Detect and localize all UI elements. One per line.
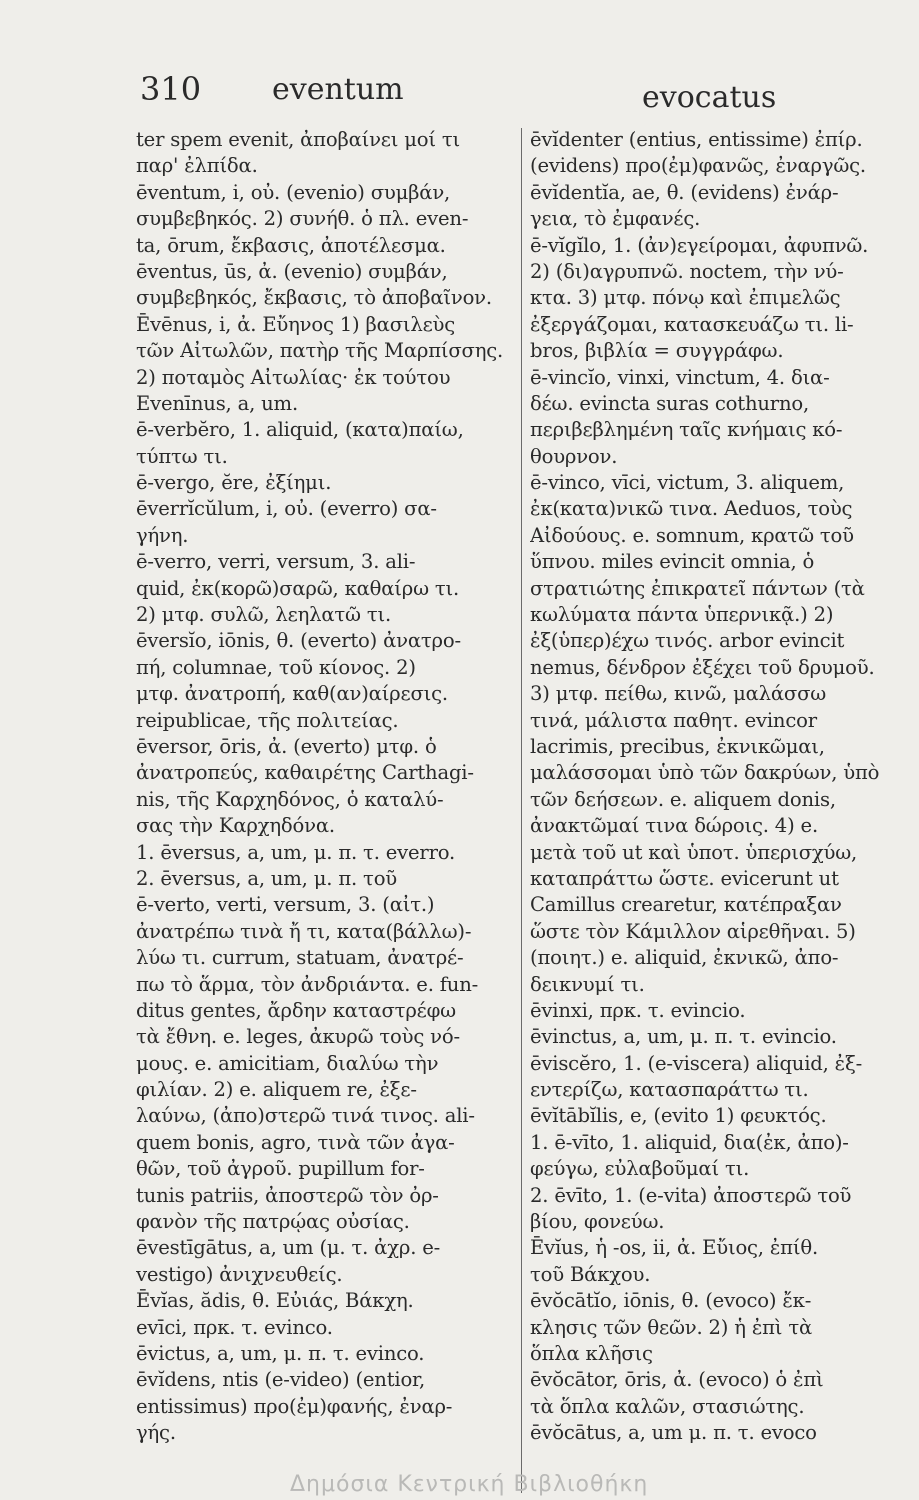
entry-line: μτφ. ἀνατροπή, καθ(αν)αίρεσις.: [136, 682, 448, 706]
entry-line: 2. ēversus, a, um, μ. π. τοῦ: [136, 866, 398, 890]
entry-line: γήνη.: [136, 523, 189, 547]
entry-line: nis, τῆς Καρχηδόνος, ὁ καταλύ-: [136, 787, 444, 811]
entry-line: τὰ ὅπλα καλῶν, στασιώτης.: [530, 1394, 805, 1418]
entry-line: 2. ēvīto, 1. (e-vita) ἀποστερῶ τοῦ: [530, 1183, 852, 1207]
entry-line: πή, columnae, τοῦ κίονος. 2): [136, 655, 416, 679]
entry-line: θῶν, τοῦ ἀγροῦ. pupillum for-: [136, 1157, 425, 1181]
entry-line: ēvĭdentĭa, ae, θ. (evidens) ἐνάρ-: [530, 180, 839, 204]
entry-line: θουρνον.: [530, 444, 618, 468]
entry-line: quid, ἐκ(κορῶ)σαρῶ, καθαίρω τι.: [136, 576, 460, 600]
entry-line: φιλίαν. 2) e. aliquem re, ἐξε-: [136, 1078, 417, 1102]
entry-line: ēventus, ūs, ἀ. (evenio) συμβάν,: [136, 259, 448, 283]
entry-line: γεια, τὸ ἐμφανές.: [530, 207, 701, 231]
entry-line: (evidens) προ(ἐμ)φανῶς, ἐναργῶς.: [530, 154, 866, 178]
entry-line: λαύνω, (ἀπο)στερῶ τινά τινος. ali-: [136, 1104, 475, 1128]
right-column: [530, 127, 900, 1447]
entry-line: ēvestīgātus, a, um (μ. τ. ἀχρ. e-: [136, 1236, 441, 1260]
entry-line: ēvinctus, a, um, μ. π. τ. evincio.: [530, 1025, 837, 1049]
entry-line: ē-verbĕro, 1. aliquid, (κατα)παίω,: [136, 418, 464, 442]
entry-line: entissimus) προ(ἐμ)φανής, ἐναρ-: [136, 1394, 453, 1418]
entry-line: κτα. 3) μτφ. πόνῳ καὶ ἐπιμελῶς: [530, 286, 841, 310]
entry-line: στρατιώτης ἐπικρατεῖ πάντων (τὰ: [530, 576, 865, 600]
entry-line: ēverrĭcŭlum, i, οὐ. (everro) σα-: [136, 497, 437, 521]
entry-line: μαλάσσομαι ὑπὸ τῶν δακρύων, ὑπὸ: [530, 761, 880, 785]
entry-line: Ēvĭus, ἡ -os, ii, ἀ. Εὔιος, ἐπίθ.: [530, 1236, 818, 1260]
entry-line: βίου, φονεύω.: [530, 1210, 665, 1234]
entry-line: παρ' ἐλπίδα.: [136, 154, 258, 178]
entry-line: Αἰδούους. e. somnum, κρατῶ τοῦ: [530, 523, 854, 547]
entry-line: ēvĭdenter (entius, entissime) ἐπίρ.: [530, 128, 863, 151]
entry-line: ter spem evenit, ἀποβαίνει μοί τι: [136, 128, 461, 151]
entry-line: reipublicae, τῆς πολιτείας.: [136, 708, 399, 732]
entry-line: ὅπλα κλῆσις: [530, 1341, 653, 1365]
left-running-headword: eventum: [272, 72, 404, 107]
entry-line: τὰ ἔθνη. e. leges, ἀκυρῶ τοὺς νό-: [136, 1025, 460, 1049]
entry-line: τινά, μάλιστα παθητ. evincor: [530, 708, 817, 732]
entry-line: εντερίζω, κατασπαράττω τι.: [530, 1078, 809, 1102]
entry-line: τῶν Αἰτωλῶν, πατὴρ τῆς Μαρπίσσης.: [136, 339, 504, 363]
entry-line: τοῦ Βάκχου.: [530, 1262, 651, 1286]
left-column: [136, 127, 506, 1447]
entry-line: ēvĭdens, ntis (e-video) (entior,: [136, 1368, 426, 1392]
entry-line: ēvŏcātus, a, um μ. π. τ. evoco: [530, 1421, 817, 1445]
entry-line: ἀνακτῶμαί τινα δώροις. 4) e.: [530, 814, 818, 838]
entry-line: 2) μτφ. συλῶ, λεηλατῶ τι.: [136, 603, 391, 627]
entry-line: 2) ποταμὸς Αἰτωλίας· ἐκ τούτου: [136, 365, 451, 389]
entry-line: ē-verro, verri, versum, 3. ali-: [136, 550, 416, 574]
entry-line: quem bonis, agro, τινὰ τῶν ἀγα-: [136, 1130, 455, 1154]
entry-line: λύω τι. currum, statuam, ἀνατρέ-: [136, 946, 464, 970]
entry-line: ditus gentes, ἄρδην καταστρέφω: [136, 998, 456, 1022]
entry-line: ēviscĕro, 1. (e-viscera) aliquid, ἐξ-: [530, 1051, 863, 1075]
entry-line: ta, ōrum, ἔκβασις, ἀποτέλεσμα.: [136, 233, 446, 257]
entry-line: σας τὴν Καρχηδόνα.: [136, 814, 335, 838]
entry-line: ēvŏcātĭo, iōnis, θ. (evoco) ἔκ-: [530, 1289, 812, 1313]
entry-line: φανὸν τῆς πατρῴας οὐσίας.: [136, 1210, 410, 1234]
library-watermark: Δημόσια Κεντρική Βιβλιοθήκη: [290, 1472, 649, 1497]
entry-line: γής.: [136, 1421, 176, 1445]
entry-line: ē-vĭgĭlo, 1. (ἀν)εγείρομαι, ἀφυπνῶ.: [530, 233, 869, 257]
entry-line: Camillus crearetur, κατέπραξαν: [530, 893, 842, 917]
entry-line: ēversor, ōris, ἀ. (everto) μτφ. ὁ: [136, 734, 437, 758]
entry-line: δέω. evincta suras cothurno,: [530, 391, 809, 415]
entry-line: κωλύματα πάντα ὑπερνικᾷ.) 2): [530, 603, 834, 627]
entry-line: μετὰ τοῦ ut καὶ ὑποτ. ὑπερισχύω,: [530, 840, 858, 864]
entry-line: 1. ē-vīto, 1. aliquid, δια(ἐκ, ἀπο)-: [530, 1130, 849, 1154]
page-number: 310: [140, 70, 202, 108]
entry-line: ē-vincĭo, vinxi, vinctum, 4. δια-: [530, 365, 830, 389]
entry-line: ē-verto, verti, versum, 3. (αἰτ.): [136, 893, 435, 917]
entry-line: (ποιητ.) e. aliquid, ἐκνικῶ, ἀπο-: [530, 946, 839, 970]
entry-line: ēventum, i, οὐ. (evenio) συμβάν,: [136, 180, 451, 204]
entry-line: ἐξ(ὑπερ)έχω τινός. arbor evincit: [530, 629, 845, 653]
entry-line: evīci, πρκ. τ. evinco.: [136, 1315, 333, 1339]
entry-line: ὕπνου. miles evincit omnia, ὁ: [530, 550, 815, 574]
entry-line: πω τὸ ἅρμα, τὸν ἀνδριάντα. e. fun-: [136, 972, 479, 996]
column-divider: [521, 128, 522, 1493]
entry-line: ē-vergo, ĕre, ἐξίημι.: [136, 471, 332, 495]
entry-line: ēvĭtābĭlis, e, (evito 1) φευκτός.: [530, 1104, 827, 1128]
entry-line: 1. ēversus, a, um, μ. π. τ. everro.: [136, 840, 456, 864]
entry-line: 3) μτφ. πείθω, κινῶ, μαλάσσω: [530, 682, 827, 706]
entry-line: ēversĭo, iōnis, θ. (everto) ἀνατρο-: [136, 629, 461, 653]
entry-line: Ēvēnus, i, ἀ. Εὔηνος 1) βασιλεὺς: [136, 312, 456, 336]
entry-line: τύπτω τι.: [136, 444, 228, 468]
entry-line: συμβεβηκός. 2) συνήθ. ὁ πλ. even-: [136, 207, 469, 231]
entry-line: lacrimis, precibus, ἐκνικῶμαι,: [530, 734, 825, 758]
entry-line: ēvictus, a, um, μ. π. τ. evinco.: [136, 1341, 425, 1365]
entry-line: φεύγω, εὐλαβοῦμαί τι.: [530, 1157, 750, 1181]
page-header: [0, 70, 919, 120]
entry-line: ἐκ(κατα)νικῶ τινα. Aeduos, τοὺς: [530, 497, 853, 521]
entry-line: ē-vinco, vīci, victum, 3. aliquem,: [530, 471, 845, 495]
entry-line: δεικνυμί τι.: [530, 972, 645, 996]
right-running-headword: evocatus: [642, 80, 777, 115]
entry-line: ἀνατροπεύς, καθαιρέτης Carthagi-: [136, 761, 474, 785]
entry-line: ēvinxi, πρκ. τ. evincio.: [530, 998, 746, 1022]
entry-line: 2) (δι)αγρυπνῶ. noctem, τὴν νύ-: [530, 259, 844, 283]
entry-line: ἀνατρέπω τινὰ ἤ τι, κατα(βάλλω)-: [136, 919, 472, 943]
entry-line: τῶν δεήσεων. e. aliquem donis,: [530, 787, 836, 811]
entry-line: καταπράττω ὥστε. evicerunt ut: [530, 866, 839, 890]
entry-line: Evenīnus, a, um.: [136, 391, 298, 415]
entry-line: περιβεβλημένη ταῖς κνήμαις κό-: [530, 418, 843, 442]
entry-line: nemus, δένδρον ἐξέχει τοῦ δρυμοῦ.: [530, 655, 875, 679]
entry-line: μους. e. amicitiam, διαλύω τὴν: [136, 1051, 439, 1075]
entry-line: ὥστε τὸν Κάμιλλον αἱρεθῆναι. 5): [530, 919, 856, 943]
entry-line: vestigo) ἀνιχνευθείς.: [136, 1262, 343, 1286]
entry-line: συμβεβηκός, ἔκβασις, τὸ ἀποβαῖνον.: [136, 286, 492, 310]
entry-line: κλησις τῶν θεῶν. 2) ἡ ἐπὶ τὰ: [530, 1315, 812, 1339]
entry-line: Ēvĭas, ădis, θ. Εὐιάς, Βάκχη.: [136, 1289, 414, 1313]
entry-line: ēvŏcātor, ōris, ἀ. (evoco) ὁ ἐπὶ: [530, 1368, 824, 1392]
entry-line: bros, βιβλία = συγγράφω.: [530, 339, 784, 363]
entry-line: ἐξεργάζομαι, κατασκευάζω τι. li-: [530, 312, 854, 336]
entry-line: tunis patriis, ἀποστερῶ τὸν ὀρ-: [136, 1183, 439, 1207]
